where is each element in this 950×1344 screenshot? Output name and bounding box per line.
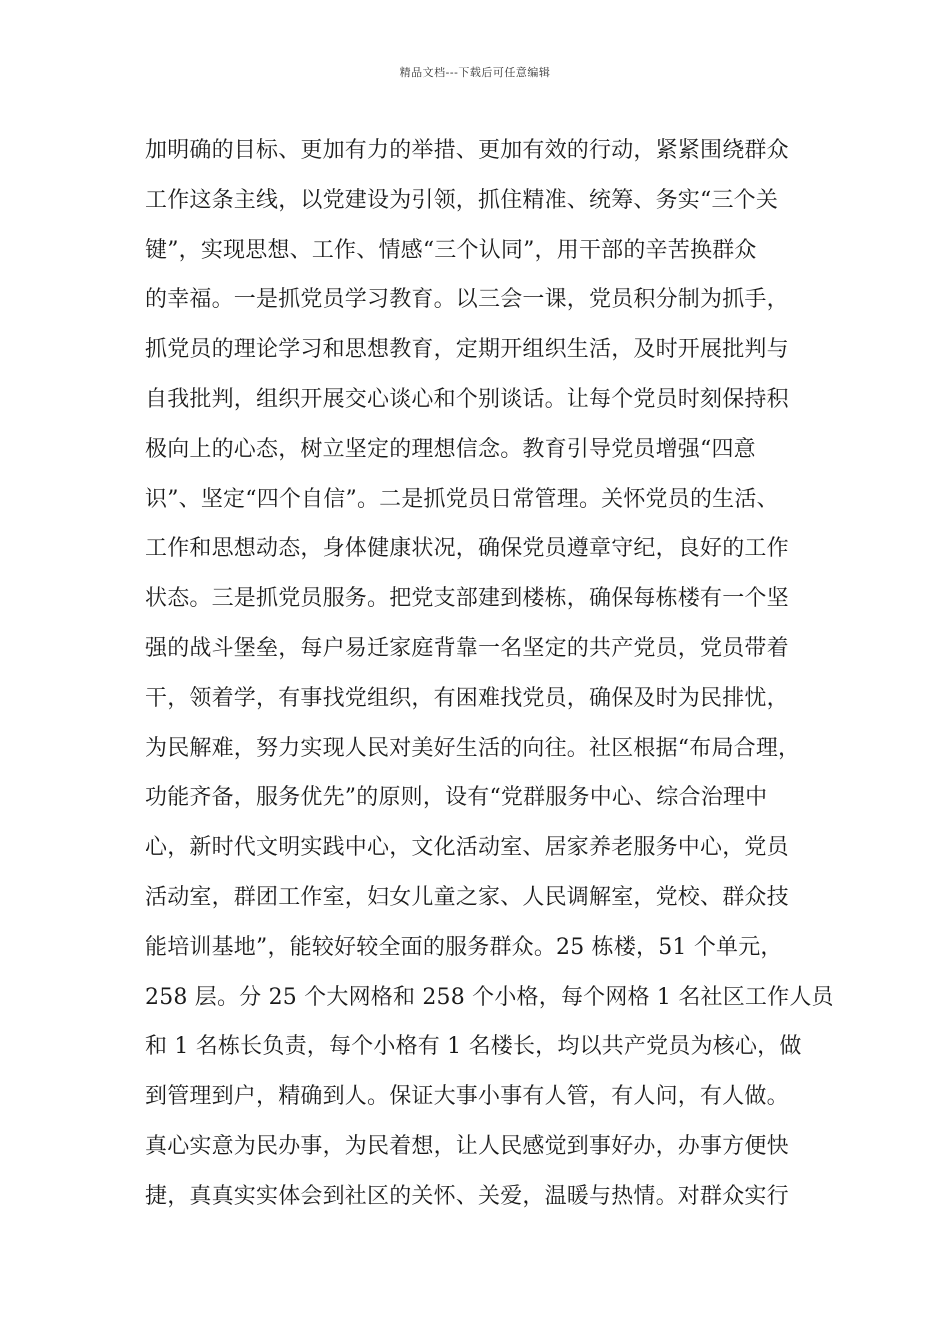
text-line: 识”、坚定“四个自信”。二是抓党员日常管理。关怀党员的生活、 — [145, 486, 779, 512]
page-header: 精品文档---下载后可任意编辑 — [399, 66, 551, 79]
body-text — [145, 126, 845, 1222]
text-line: 心，新时代文明实践中心，文化活动室、居家养老服务中心，党员 — [145, 835, 789, 861]
text-line: 258 层。分 25 个大网格和 258 个小格，每个网格 1 名社区工作人员 — [145, 984, 834, 1010]
text-line: 工作这条主线，以党建设为引领，抓住精准、统筹、务实“三个关 — [145, 187, 779, 213]
text-line: 到管理到户，精确到人。保证大事小事有人管，有人问，有人做。 — [145, 1084, 789, 1110]
text-line: 极向上的心态，树立坚定的理想信念。教育引导党员增强“四意 — [145, 436, 756, 462]
text-line: 捷，真真实实体会到社区的关怀、关爱，温暖与热情。对群众实行 — [145, 1183, 789, 1209]
text-line: 为民解难，努力实现人民对美好生活的向往。社区根据“布局合理， — [145, 735, 801, 761]
text-line: 抓党员的理论学习和思想教育，定期开组织生活，及时开展批判与 — [145, 337, 789, 363]
text-line: 活动室，群团工作室，妇女儿童之家、人民调解室，党校、群众技 — [145, 884, 789, 910]
text-line: 键”，实现思想、工作、情感“三个认同”，用干部的辛苦换群众 — [145, 237, 757, 263]
text-line: 功能齐备，服务优先”的原则，设有“党群服务中心、综合治理中 — [145, 785, 768, 811]
text-line: 的幸福。一是抓党员学习教育。以三会一课，党员积分制为抓手， — [145, 287, 789, 313]
text-line: 能培训基地”，能较好较全面的服务群众。25 栋楼，51 个单元， — [145, 934, 783, 960]
text-line: 强的战斗堡垒，每户易迁家庭背靠一名坚定的共产党员，党员带着 — [145, 635, 789, 661]
text-line: 干，领着学，有事找党组织，有困难找党员，确保及时为民排忧， — [145, 685, 789, 711]
text-line: 自我批判，组织开展交心谈心和个别谈话。让每个党员时刻保持积 — [145, 386, 789, 412]
text-line: 加明确的目标、更加有力的举措、更加有效的行动，紧紧围绕群众 — [145, 138, 789, 163]
text-line: 工作和思想动态，身体健康状况，确保党员遵章守纪，良好的工作 — [145, 536, 789, 562]
text-line: 状态。三是抓党员服务。把党支部建到楼栋，确保每栋楼有一个坚 — [145, 586, 789, 612]
text-line: 和 1 名栋长负责，每个小格有 1 名楼长，均以共产党员为核心，做 — [145, 1034, 802, 1060]
text-line: 真心实意为民办事，为民着想，让人民感觉到事好办，办事方便快 — [145, 1133, 789, 1159]
